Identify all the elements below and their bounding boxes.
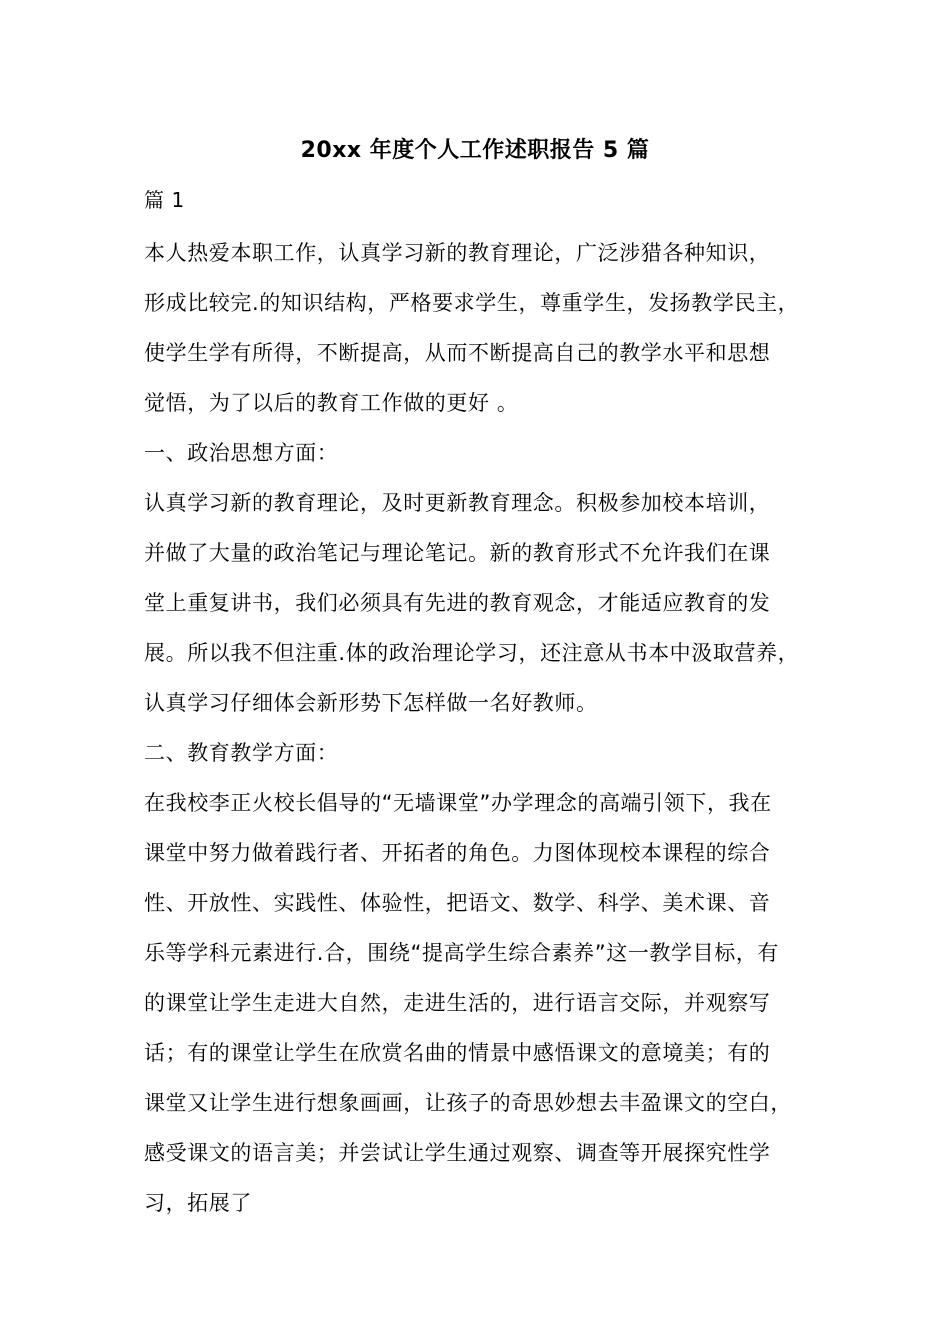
paragraph-line: 性、开放性、实践性、体验性，把语文、数学、科学、美术课、音	[144, 891, 771, 915]
paragraph-line: 觉悟，为了以后的教育工作做的更好 。	[144, 391, 519, 415]
paragraph-line: 课堂中努力做着践行者、开拓者的角色。力图体现校本课程的综合	[144, 841, 771, 865]
paragraph-line: 乐等学科元素进行.合，围绕“提高学生综合素养”这一教学目标，有	[144, 941, 780, 965]
document-title: 20xx 年度个人工作述职报告 5 篇	[300, 138, 650, 163]
document-body	[144, 182, 834, 1228]
paragraph-line: 展。所以我不但注重.体的政治理论学习，还注意从书本中汲取营养，	[144, 641, 800, 665]
paragraph-line: 感受课文的语言美；并尝试让学生通过观察、调查等开展探究性学	[144, 1141, 771, 1165]
section-label: 篇 1	[144, 188, 185, 212]
paragraph-line: 认真学习新的教育理论，及时更新教育理念。积极参加校本培训，	[144, 491, 771, 515]
paragraph-line: 习，拓展了	[144, 1191, 252, 1215]
paragraph-line: 课堂又让学生进行想象画画，让孩子的奇思妙想去丰盈课文的空白，	[144, 1091, 792, 1115]
paragraph-line: 在我校李正火校长倡导的“无墙课堂”办学理念的高端引领下，我在	[144, 791, 772, 815]
paragraph-line: 认真学习仔细体会新形势下怎样做一名好教师。	[144, 691, 598, 715]
paragraph-line: 使学生学有所得，不断提高，从而不断提高自己的教学水平和思想	[144, 341, 771, 365]
paragraph-line: 形成比较完.的知识结构，严格要求学生，尊重学生，发扬教学民主，	[144, 291, 800, 315]
paragraph-line: 话；有的课堂让学生在欣赏名曲的情景中感悟课文的意境美；有的	[144, 1041, 771, 1065]
paragraph-line: 堂上重复讲书，我们必须具有先进的教育观念，才能适应教育的发	[144, 591, 771, 615]
section-heading: 二、教育教学方面：	[144, 741, 339, 765]
paragraph-line: 本人热爱本职工作，认真学习新的教育理论，广泛涉猎各种知识，	[144, 241, 771, 265]
paragraph-line: 的课堂让学生走进大自然，走进生活的，进行语言交际，并观察写	[144, 991, 771, 1015]
section-heading: 一、政治思想方面：	[144, 441, 339, 465]
paragraph-line: 并做了大量的政治笔记与理论笔记。新的教育形式不允许我们在课	[144, 541, 771, 565]
